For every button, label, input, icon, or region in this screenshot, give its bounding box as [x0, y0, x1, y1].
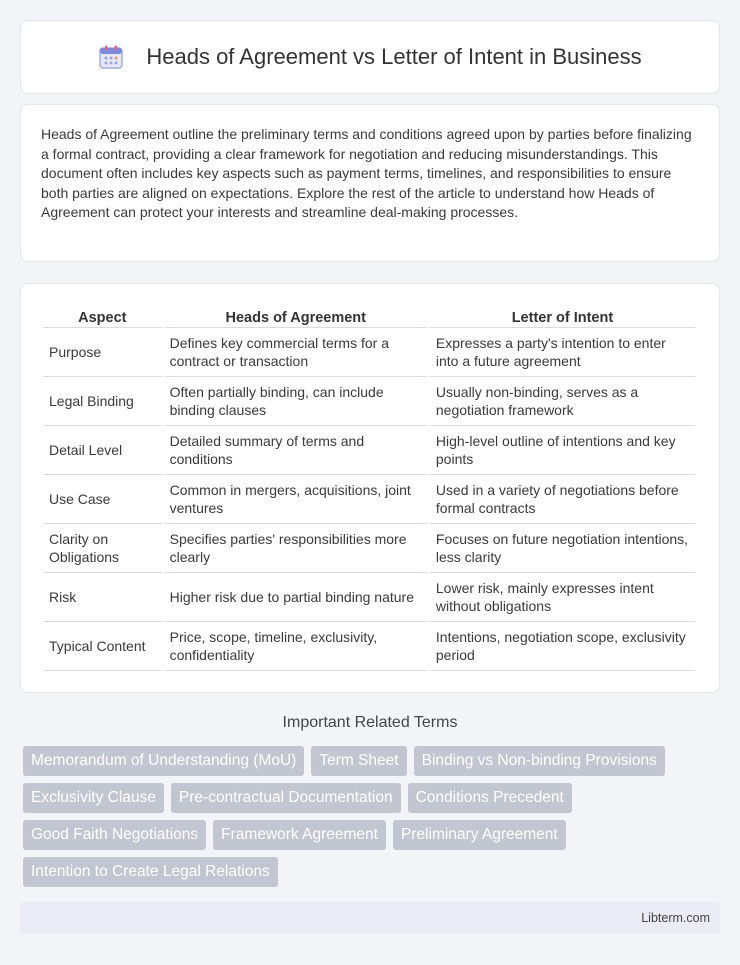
comparison-card: [20, 283, 720, 693]
table-row: [43, 573, 695, 622]
row-heads-of-agreement: Defines key commercial terms for a contract or transaction: [164, 328, 428, 377]
row-heads-of-agreement: Detailed summary of terms and conditions: [164, 426, 428, 475]
table-row: [43, 426, 695, 475]
row-letter-of-intent: Focuses on future negotiation intentions, less clarity: [430, 524, 695, 573]
row-letter-of-intent: Intentions, negotiation scope, exclusivity period: [430, 622, 695, 671]
related-terms-title: Important Related Terms: [282, 714, 458, 731]
comparison-table: [41, 304, 697, 671]
header-letter-of-intent: Letter of Intent: [430, 304, 695, 328]
related-term-tag[interactable]: Good Faith Negotiations: [23, 820, 206, 850]
intro-card: [20, 104, 720, 262]
row-letter-of-intent: High-level outline of intentions and key points: [430, 426, 695, 475]
row-letter-of-intent: Usually non-binding, serves as a negotiation framework: [430, 377, 695, 426]
row-letter-of-intent: Used in a variety of negotiations before formal contracts: [430, 475, 695, 524]
row-letter-of-intent: Lower risk, mainly expresses intent without obligations: [430, 573, 695, 622]
related-term-tag[interactable]: Term Sheet: [311, 746, 406, 776]
tag-row: [23, 857, 723, 887]
header-card: [20, 20, 720, 94]
related-term-tag[interactable]: Memorandum of Understanding (MoU): [23, 746, 304, 776]
row-heads-of-agreement: Price, scope, timeline, exclusivity, confidentiality: [164, 622, 428, 671]
row-aspect: Risk: [43, 573, 162, 622]
row-heads-of-agreement: Often partially binding, can include binding clauses: [164, 377, 428, 426]
calendar-icon: [98, 44, 124, 70]
row-aspect: Purpose: [43, 328, 162, 377]
row-heads-of-agreement: Higher risk due to partial binding nature: [164, 573, 428, 622]
related-term-tag[interactable]: Binding vs Non-binding Provisions: [414, 746, 665, 776]
header-aspect: Aspect: [43, 304, 162, 328]
related-term-tag[interactable]: Framework Agreement: [213, 820, 386, 850]
related-term-tag[interactable]: Conditions Precedent: [408, 783, 572, 813]
tag-row: [23, 746, 723, 776]
row-aspect: Legal Binding: [43, 377, 162, 426]
row-heads-of-agreement: Common in mergers, acquisitions, joint ventures: [164, 475, 428, 524]
tag-row: [23, 820, 723, 850]
table-header-row: [43, 304, 695, 328]
related-term-tag[interactable]: Exclusivity Clause: [23, 783, 164, 813]
tag-row: [23, 783, 723, 813]
related-term-tag[interactable]: Pre-contractual Documentation: [171, 783, 401, 813]
row-aspect: Use Case: [43, 475, 162, 524]
row-heads-of-agreement: Specifies parties' responsibilities more clearly: [164, 524, 428, 573]
page-title: Heads of Agreement vs Letter of Intent in Business: [146, 44, 642, 69]
row-aspect: Typical Content: [43, 622, 162, 671]
related-term-tag[interactable]: Preliminary Agreement: [393, 820, 566, 850]
row-aspect: Clarity on Obligations: [43, 524, 162, 573]
header-heads-of-agreement: Heads of Agreement: [164, 304, 428, 328]
footer: [20, 902, 720, 934]
table-row: [43, 328, 695, 377]
footer-site-link[interactable]: Libterm.com: [641, 911, 710, 925]
row-aspect: Detail Level: [43, 426, 162, 475]
table-row: [43, 524, 695, 573]
table-row: [43, 377, 695, 426]
table-row: [43, 622, 695, 671]
related-term-tag[interactable]: Intention to Create Legal Relations: [23, 857, 278, 887]
related-terms-list: [23, 746, 723, 894]
table-row: [43, 475, 695, 524]
row-letter-of-intent: Expresses a party's intention to enter into a future agreement: [430, 328, 695, 377]
intro-text: Heads of Agreement outline the preliminary terms and conditions agreed upon by parties before finalizing a formal contract, providing a clear framework for negotiation and reducing misunderstandings. This document often includes key aspects such as payment terms, timelines, and responsibilities to ensure both parties are aligned on expectations. Explore the rest of the article to understand how Heads of Agreement can protect your interests and streamline deal-making processes.: [41, 126, 692, 221]
